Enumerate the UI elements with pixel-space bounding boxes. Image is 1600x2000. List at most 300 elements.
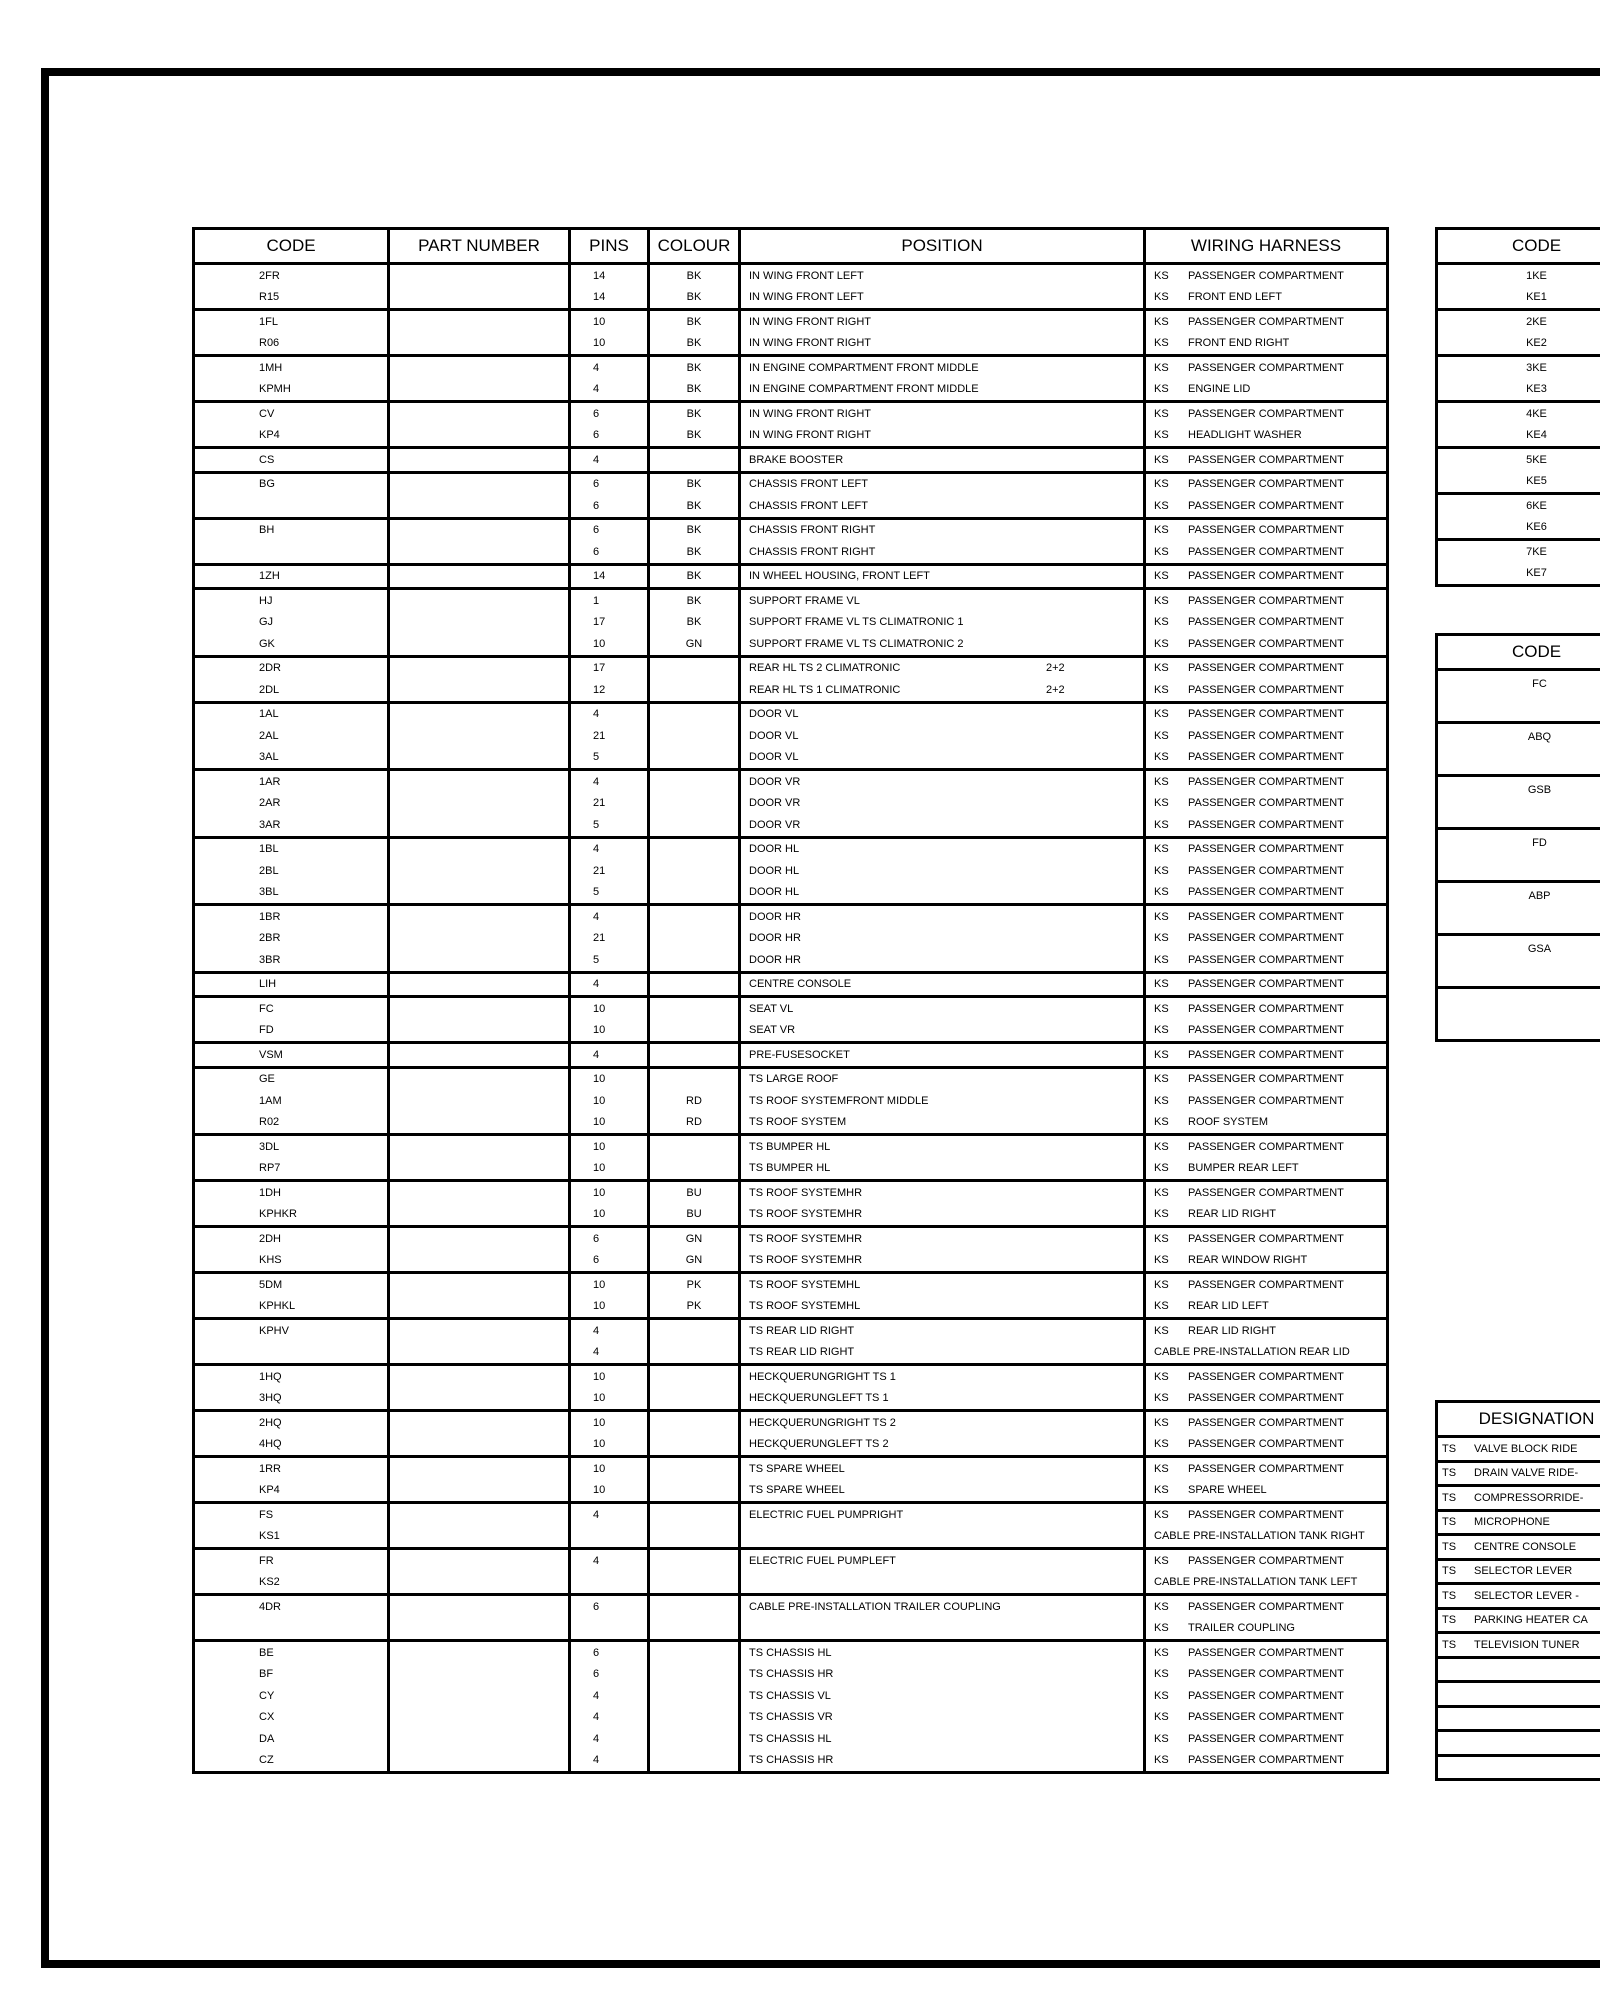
table-row [1437, 723, 1600, 776]
position-text: HECKQUERUNGLEFT TS 1 [749, 1392, 889, 1405]
wire-colour [649, 1067, 740, 1090]
pin-count: 12 [570, 679, 649, 702]
designation-cell [1437, 1657, 1600, 1682]
harness-prefix: KS [1154, 818, 1169, 831]
wiring-harness [1145, 518, 1388, 541]
harness-text: PASSENGER COMPARTMENT [1188, 1073, 1344, 1086]
connector-position [740, 472, 1145, 495]
harness-prefix: KS [1154, 775, 1169, 788]
connector-position [740, 814, 1145, 837]
pin-count: 6 [570, 1595, 649, 1618]
harness-text: PASSENGER COMPARTMENT [1188, 1416, 1344, 1429]
harness-text: PASSENGER COMPARTMENT [1188, 1462, 1344, 1475]
wiring-harness [1145, 747, 1388, 770]
wire-colour [649, 656, 740, 679]
harness-prefix: KS [1154, 864, 1169, 877]
pin-count: 4 [570, 1685, 649, 1707]
ke-code: KE2 [1437, 333, 1600, 356]
designation-prefix: TS [1442, 1467, 1457, 1480]
harness-prefix: KS [1154, 383, 1169, 396]
harness-text: PASSENGER COMPARTMENT [1188, 729, 1344, 742]
table-row [1437, 1510, 1600, 1535]
connector-position [740, 747, 1145, 770]
harness-prefix: KS [1154, 751, 1169, 764]
connector-position [740, 402, 1145, 425]
position-text: DOOR HL [749, 886, 800, 899]
wire-colour: BK [649, 379, 740, 402]
connector-position [740, 310, 1145, 333]
wire-colour [649, 1043, 740, 1068]
harness-text: PASSENGER COMPARTMENT [1188, 315, 1344, 328]
harness-prefix: KS [1154, 637, 1169, 650]
pin-count: 17 [570, 612, 649, 634]
position-text: TS SPARE WHEEL [749, 1462, 845, 1475]
wiring-harness [1145, 287, 1388, 310]
connector-code: FC [194, 997, 389, 1020]
wire-colour: BK [649, 589, 740, 612]
designation-prefix: TS [1442, 1638, 1457, 1651]
position-text: DOOR HR [749, 910, 801, 923]
connector-code: CZ [194, 1750, 389, 1773]
harness-prefix: KS [1154, 1116, 1169, 1129]
pin-count: 10 [570, 1204, 649, 1227]
part-number [389, 333, 570, 356]
position-text: IN WING FRONT RIGHT [749, 315, 872, 328]
table-row [194, 1707, 1388, 1729]
harness-prefix: KS [1154, 407, 1169, 420]
connector-position [740, 264, 1145, 287]
table-row [194, 1388, 1388, 1411]
table-row [194, 1685, 1388, 1707]
connector-position [740, 905, 1145, 928]
position-text: TS ROOF SYSTEMHL [749, 1300, 861, 1313]
pin-count: 4 [570, 770, 649, 793]
table-row [1437, 776, 1600, 829]
part-number [389, 1020, 570, 1043]
wiring-harness [1145, 1595, 1388, 1618]
pin-count: 10 [570, 310, 649, 333]
table-row [1437, 670, 1600, 723]
table-row [194, 518, 1388, 541]
connector-code: 4HQ [194, 1434, 389, 1457]
harness-text: PASSENGER COMPARTMENT [1188, 1140, 1344, 1153]
harness-prefix: KS [1154, 361, 1169, 374]
wiring-harness [1145, 1067, 1388, 1090]
position-text: IN WING FRONT RIGHT [749, 337, 872, 350]
harness-prefix: KS [1154, 1554, 1169, 1567]
pin-count: 10 [570, 1480, 649, 1503]
pin-count: 10 [570, 1112, 649, 1135]
harness-text: PASSENGER COMPARTMENT [1188, 818, 1344, 831]
designation-prefix: TS [1442, 1540, 1457, 1553]
part-number [389, 1595, 570, 1618]
pin-count: 4 [570, 1319, 649, 1342]
harness-prefix: KS [1154, 1462, 1169, 1475]
connector-position [740, 882, 1145, 905]
pin-count: 10 [570, 1457, 649, 1480]
header-colour: COLOUR [649, 229, 740, 264]
part-number [389, 1685, 570, 1707]
table-row [194, 1411, 1388, 1434]
wire-colour: BK [649, 612, 740, 634]
connector-code: 2AR [194, 793, 389, 815]
harness-text: PASSENGER COMPARTMENT [1188, 361, 1344, 374]
table-row [194, 1641, 1388, 1664]
table-row [194, 564, 1388, 589]
pin-count: 6 [570, 402, 649, 425]
part-number [389, 495, 570, 518]
part-number [389, 1572, 570, 1595]
pin-count: 6 [570, 1664, 649, 1686]
table-row [194, 1434, 1388, 1457]
wiring-harness [1145, 425, 1388, 448]
part-number [389, 656, 570, 679]
harness-prefix: KS [1154, 1370, 1169, 1383]
wiring-harness [1145, 1342, 1388, 1365]
connector-table [192, 227, 1389, 1774]
wire-colour [649, 1020, 740, 1043]
part-number [389, 1365, 570, 1388]
connector-position [740, 1411, 1145, 1434]
wiring-harness [1145, 612, 1388, 634]
table-row [194, 793, 1388, 815]
connector-code: R02 [194, 1112, 389, 1135]
table-row [1437, 1608, 1600, 1633]
table-row [194, 949, 1388, 972]
wiring-harness [1145, 310, 1388, 333]
harness-prefix: KS [1154, 953, 1169, 966]
header-pins: PINS [570, 229, 649, 264]
harness-prefix: KS [1154, 932, 1169, 945]
table-row [194, 770, 1388, 793]
connector-position [740, 1750, 1145, 1773]
table-row [194, 1480, 1388, 1503]
table-row [194, 402, 1388, 425]
position-text: DOOR VR [749, 797, 801, 810]
table-row [194, 1067, 1388, 1090]
connector-code: 2BL [194, 860, 389, 882]
connector-code: KP4 [194, 425, 389, 448]
harness-text: PASSENGER COMPARTMENT [1188, 864, 1344, 877]
part-number [389, 264, 570, 287]
table-row [194, 1273, 1388, 1296]
pin-count: 4 [570, 1728, 649, 1750]
harness-text: PASSENGER COMPARTMENT [1188, 932, 1344, 945]
connector-code: 2AL [194, 725, 389, 747]
connector-position [740, 949, 1145, 972]
harness-prefix: KS [1154, 594, 1169, 607]
side-code: GSA [1437, 935, 1600, 988]
position-text: TS ROOF SYSTEMHR [749, 1186, 863, 1199]
wiring-harness [1145, 1090, 1388, 1112]
harness-text: PASSENGER COMPARTMENT [1188, 1689, 1344, 1702]
pin-count: 21 [570, 860, 649, 882]
harness-prefix: KS [1154, 453, 1169, 466]
wire-colour [649, 679, 740, 702]
connector-code: 1AM [194, 1090, 389, 1112]
position-text: CHASSIS FRONT LEFT [749, 478, 868, 491]
connector-position [740, 1365, 1145, 1388]
connector-code: CY [194, 1685, 389, 1707]
table-row [194, 333, 1388, 356]
connector-position [740, 972, 1145, 997]
harness-text: REAR LID RIGHT [1188, 1324, 1277, 1337]
position-text: TS ROOF SYSTEMHR [749, 1208, 863, 1221]
wiring-harness [1145, 972, 1388, 997]
position-text: DOOR HR [749, 932, 801, 945]
position-text: TS CHASSIS VR [749, 1711, 833, 1724]
table-row [194, 287, 1388, 310]
connector-code: BF [194, 1664, 389, 1686]
harness-prefix: KS [1154, 269, 1169, 282]
harness-prefix: KS [1154, 843, 1169, 856]
part-number [389, 1135, 570, 1158]
part-number [389, 1480, 570, 1503]
table-row [1437, 935, 1600, 988]
harness-text: PASSENGER COMPARTMENT [1188, 1711, 1344, 1724]
connector-code: R06 [194, 333, 389, 356]
connector-position [740, 1728, 1145, 1750]
connector-position [740, 1090, 1145, 1112]
connector-code: 1BL [194, 837, 389, 860]
connector-code: FR [194, 1549, 389, 1572]
wire-colour [649, 1707, 740, 1729]
wiring-harness [1145, 541, 1388, 564]
position-text: TS CHASSIS HL [749, 1732, 832, 1745]
designation-cell [1437, 1755, 1600, 1780]
wire-colour: PK [649, 1296, 740, 1319]
connector-position [740, 1457, 1145, 1480]
table-row [194, 1618, 1388, 1641]
pin-count: 10 [570, 1181, 649, 1204]
designation-cell [1437, 1706, 1600, 1731]
connector-position [740, 356, 1145, 379]
wiring-harness [1145, 1503, 1388, 1526]
wiring-harness [1145, 472, 1388, 495]
harness-text: PASSENGER COMPARTMENT [1188, 1508, 1344, 1521]
pin-count: 6 [570, 1250, 649, 1273]
pin-count: 4 [570, 1707, 649, 1729]
connector-code: VSM [194, 1043, 389, 1068]
ke-code: 5KE [1437, 448, 1600, 471]
harness-prefix: KS [1154, 478, 1169, 491]
harness-text: PASSENGER COMPARTMENT [1188, 843, 1344, 856]
position-text: IN WHEEL HOUSING, FRONT LEFT [749, 570, 930, 583]
harness-text: PASSENGER COMPARTMENT [1188, 1370, 1344, 1383]
position-text: TS CHASSIS VL [749, 1689, 831, 1702]
wire-colour [649, 1135, 740, 1158]
pin-count: 4 [570, 356, 649, 379]
pin-count: 5 [570, 747, 649, 770]
part-number [389, 1411, 570, 1434]
table-row [1437, 471, 1600, 494]
wire-colour [649, 1664, 740, 1686]
wire-colour [649, 793, 740, 815]
table-row [194, 928, 1388, 950]
harness-text: PASSENGER COMPARTMENT [1188, 545, 1344, 558]
harness-text: PASSENGER COMPARTMENT [1188, 1438, 1344, 1451]
wiring-harness [1145, 725, 1388, 747]
part-number [389, 1158, 570, 1181]
connector-code: 3AR [194, 814, 389, 837]
wire-colour [649, 1158, 740, 1181]
wire-colour: RD [649, 1112, 740, 1135]
pin-count: 4 [570, 905, 649, 928]
part-number [389, 882, 570, 905]
table-row [194, 1595, 1388, 1618]
harness-text: PASSENGER COMPARTMENT [1188, 1600, 1344, 1613]
table-row [1437, 333, 1600, 356]
connector-code: 2DH [194, 1227, 389, 1250]
connector-position [740, 997, 1145, 1020]
wiring-harness [1145, 1319, 1388, 1342]
wiring-harness [1145, 1204, 1388, 1227]
wiring-harness [1145, 1434, 1388, 1457]
pin-count: 4 [570, 448, 649, 473]
table-row [194, 633, 1388, 656]
connector-position [740, 612, 1145, 634]
part-number [389, 860, 570, 882]
harness-prefix: KS [1154, 1732, 1169, 1745]
position-text: CHASSIS FRONT RIGHT [749, 524, 876, 537]
table-row [1437, 356, 1600, 379]
part-number [389, 1319, 570, 1342]
table-row [194, 1181, 1388, 1204]
table-row [194, 1342, 1388, 1365]
harness-prefix: KS [1154, 1646, 1169, 1659]
part-number [389, 472, 570, 495]
connector-code: CS [194, 448, 389, 473]
table-row [194, 495, 1388, 518]
designation-prefix: TS [1442, 1491, 1457, 1504]
position-text: ELECTRIC FUEL PUMPLEFT [749, 1554, 896, 1567]
wiring-harness [1145, 814, 1388, 837]
pin-count: 4 [570, 1549, 649, 1572]
connector-position [740, 1618, 1145, 1641]
position-text: DOOR VL [749, 751, 799, 764]
wiring-harness [1145, 1112, 1388, 1135]
ke-code: 4KE [1437, 402, 1600, 425]
wire-colour [649, 1503, 740, 1526]
harness-text: PASSENGER COMPARTMENT [1188, 478, 1344, 491]
wiring-harness [1145, 333, 1388, 356]
part-number [389, 837, 570, 860]
table-row [1437, 425, 1600, 448]
wire-colour: BK [649, 495, 740, 518]
harness-prefix: KS [1154, 1754, 1169, 1767]
harness-prefix: KS [1154, 1392, 1169, 1405]
wiring-harness [1145, 1707, 1388, 1729]
harness-text: PASSENGER COMPARTMENT [1188, 751, 1344, 764]
position-text: TS BUMPER HL [749, 1140, 831, 1153]
harness-text: PASSENGER COMPARTMENT [1188, 570, 1344, 583]
designation-cell [1437, 1559, 1600, 1584]
table-row [194, 656, 1388, 679]
connector-position [740, 541, 1145, 564]
harness-text: PASSENGER COMPARTMENT [1188, 1024, 1344, 1037]
wire-colour [649, 814, 740, 837]
wiring-harness [1145, 1250, 1388, 1273]
pin-count: 5 [570, 882, 649, 905]
wire-colour [649, 1618, 740, 1641]
table-row [194, 1457, 1388, 1480]
part-number [389, 1273, 570, 1296]
designation-text: PARKING HEATER CA [1474, 1614, 1588, 1627]
connector-code: 1AR [194, 770, 389, 793]
connector-code: 3BR [194, 949, 389, 972]
wire-colour [649, 1319, 740, 1342]
table-row [194, 1296, 1388, 1319]
harness-text: PASSENGER COMPARTMENT [1188, 797, 1344, 810]
connector-position [740, 518, 1145, 541]
connector-position [740, 448, 1145, 473]
connector-code [194, 541, 389, 564]
part-number [389, 679, 570, 702]
connector-position [740, 837, 1145, 860]
wiring-harness [1145, 837, 1388, 860]
side-header-code: CODE [1437, 635, 1600, 670]
wiring-harness [1145, 633, 1388, 656]
wire-colour: BK [649, 518, 740, 541]
connector-position [740, 725, 1145, 747]
connector-position [740, 1595, 1145, 1618]
connector-code: GJ [194, 612, 389, 634]
table-row [194, 589, 1388, 612]
connector-position [740, 1135, 1145, 1158]
wiring-harness [1145, 1549, 1388, 1572]
table-row [194, 541, 1388, 564]
table-row [194, 860, 1388, 882]
connector-position [740, 1227, 1145, 1250]
harness-text: PASSENGER COMPARTMENT [1188, 1278, 1344, 1291]
side-code: ABQ [1437, 723, 1600, 776]
position-text: IN WING FRONT RIGHT [749, 429, 872, 442]
connector-position [740, 1043, 1145, 1068]
connector-position [740, 702, 1145, 725]
wiring-harness [1145, 379, 1388, 402]
connector-code: 3AL [194, 747, 389, 770]
wiring-harness [1145, 1296, 1388, 1319]
pin-count: 10 [570, 1135, 649, 1158]
harness-prefix: KS [1154, 729, 1169, 742]
pin-count: 6 [570, 1641, 649, 1664]
part-number [389, 589, 570, 612]
part-number [389, 541, 570, 564]
side-code: GSB [1437, 776, 1600, 829]
connector-code: 3HQ [194, 1388, 389, 1411]
harness-text: PASSENGER COMPARTMENT [1188, 1186, 1344, 1199]
part-number [389, 972, 570, 997]
part-number [389, 1750, 570, 1773]
ke-code: KE4 [1437, 425, 1600, 448]
harness-text: PASSENGER COMPARTMENT [1188, 910, 1344, 923]
designation-cell [1437, 1682, 1600, 1707]
wiring-harness [1145, 949, 1388, 972]
designation-cell [1437, 1731, 1600, 1756]
part-number [389, 1503, 570, 1526]
wiring-harness [1145, 679, 1388, 702]
harness-prefix: KS [1154, 1324, 1169, 1337]
harness-text: HEADLIGHT WASHER [1188, 429, 1302, 442]
position-text: HECKQUERUNGLEFT TS 2 [749, 1438, 889, 1451]
harness-prefix: KS [1154, 978, 1169, 991]
table-row [194, 1020, 1388, 1043]
pin-count [570, 1526, 649, 1549]
connector-position [740, 379, 1145, 402]
connector-position [740, 1319, 1145, 1342]
designation-text: VALVE BLOCK RIDE [1474, 1442, 1578, 1455]
harness-prefix: KS [1154, 1162, 1169, 1175]
